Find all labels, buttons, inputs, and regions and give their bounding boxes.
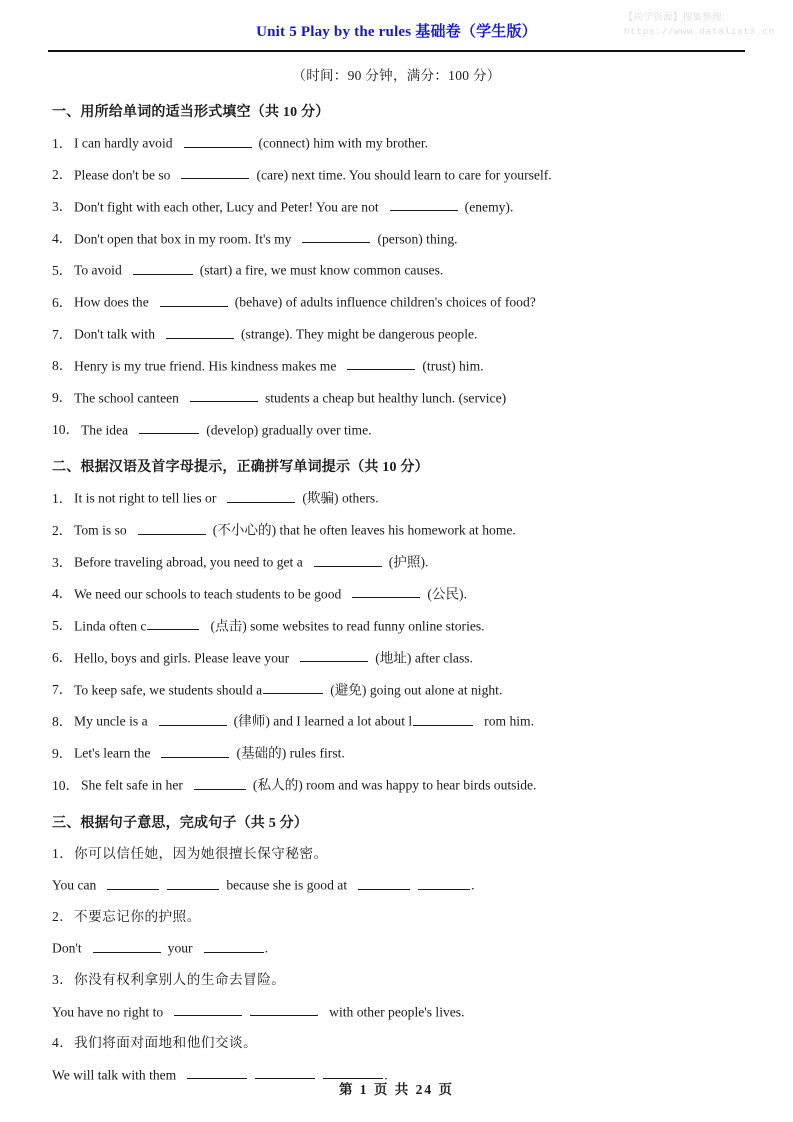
question-text-post: (基础的) rules first. bbox=[236, 745, 345, 761]
answer-blank[interactable] bbox=[107, 876, 159, 890]
question-number: 9． bbox=[52, 390, 73, 406]
answer-blank[interactable] bbox=[93, 939, 161, 953]
question-item bbox=[52, 261, 745, 280]
answer-text-post: . bbox=[384, 1067, 388, 1083]
question-number: 6． bbox=[52, 650, 73, 666]
page-footer: 第 1 页 共 24 页 bbox=[338, 1082, 455, 1097]
translation-chinese: 不要忘记你的护照。 bbox=[74, 909, 201, 925]
question-item bbox=[52, 744, 745, 763]
question-number: 5． bbox=[52, 262, 73, 278]
answer-text-mid: because she is good at bbox=[226, 877, 348, 893]
question-item bbox=[52, 198, 745, 217]
question-text-pre: Please don't be so bbox=[74, 167, 171, 183]
question-text-pre: Let's learn the bbox=[74, 745, 151, 761]
question-item bbox=[52, 389, 745, 408]
question-text-post: (护照). bbox=[388, 554, 429, 570]
question-text-post: (start) a fire, we must know common causes. bbox=[199, 262, 444, 278]
question-text-pre: I can hardly avoid bbox=[74, 135, 173, 151]
answer-blank[interactable] bbox=[263, 681, 323, 695]
question-item bbox=[52, 357, 745, 376]
answer-blank[interactable] bbox=[358, 876, 410, 890]
question-text-pre: We need our schools to teach students to be good bbox=[74, 586, 342, 602]
question-item bbox=[52, 230, 745, 249]
question-text-post: (地址) after class. bbox=[375, 650, 473, 666]
answer-blank[interactable] bbox=[352, 585, 420, 599]
question-text-post: (connect) him with my brother. bbox=[258, 135, 429, 151]
translation-chinese: 我们将面对面地和他们交谈。 bbox=[74, 1035, 258, 1051]
translation-chinese: 你可以信任她，因为她很擅长保守秘密。 bbox=[74, 845, 328, 861]
question-item bbox=[52, 681, 745, 700]
answer-blank[interactable] bbox=[133, 261, 193, 275]
answer-blank[interactable] bbox=[390, 198, 458, 212]
question-text-pre: My uncle is a bbox=[74, 713, 148, 729]
question-number: 2． bbox=[52, 522, 73, 538]
watermark bbox=[624, 11, 775, 39]
question-number: 2． bbox=[52, 909, 74, 925]
question-number: 3． bbox=[52, 972, 74, 988]
question-text-post: (care) next time. You should learn to care for yourself. bbox=[256, 167, 552, 183]
question-item bbox=[52, 617, 745, 636]
question-number: 10． bbox=[52, 777, 80, 793]
question-number: 1． bbox=[52, 490, 73, 506]
question-text-pre: It is not right to tell lies or bbox=[74, 490, 217, 506]
question-item bbox=[52, 649, 745, 668]
question-item bbox=[52, 585, 745, 604]
answer-blank[interactable] bbox=[300, 649, 368, 663]
question-item bbox=[52, 325, 745, 344]
answer-blank[interactable] bbox=[413, 712, 473, 726]
question-item bbox=[52, 712, 745, 731]
exam-meta: （时间：90 分钟，满分：100 分） bbox=[292, 68, 501, 83]
question-number: 4． bbox=[52, 231, 73, 247]
question-number: 6． bbox=[52, 294, 73, 310]
question-text-pre: Don't open that box in my room. It's my bbox=[74, 231, 292, 247]
answer-blank[interactable] bbox=[181, 166, 249, 180]
question-item bbox=[52, 489, 745, 508]
question-text-post: (strange). They might be dangerous people. bbox=[241, 326, 478, 342]
question-number: 1． bbox=[52, 135, 73, 151]
section-heading-2: 二、根据汉语及首字母提示，正确拼写单词提示（共 10 分） bbox=[52, 460, 429, 476]
answer-blank[interactable] bbox=[184, 134, 252, 148]
question-text-pre: Don't fight with each other, Lucy and Peter! You are not bbox=[74, 199, 379, 215]
translation-prompt bbox=[52, 1034, 745, 1052]
question-number: 8． bbox=[52, 358, 73, 374]
title-divider bbox=[48, 50, 745, 52]
translation-prompt bbox=[52, 971, 745, 989]
answer-text-pre: You have no right to bbox=[52, 1004, 164, 1020]
question-number: 5． bbox=[52, 618, 73, 634]
question-number: 1． bbox=[52, 845, 74, 861]
question-item bbox=[52, 166, 745, 185]
page-title: Unit 5 Play by the rules 基础卷（学生版） bbox=[256, 24, 537, 40]
translation-prompt bbox=[52, 845, 745, 863]
question-text-pre: To keep safe, we students should a bbox=[74, 682, 263, 697]
exam-content bbox=[52, 101, 745, 1085]
question-number: 10． bbox=[52, 422, 80, 438]
question-text-post: (欺骗) others. bbox=[302, 490, 379, 506]
answer-blank[interactable] bbox=[160, 293, 228, 307]
answer-blank[interactable] bbox=[161, 744, 229, 758]
answer-blank[interactable] bbox=[139, 421, 199, 435]
answer-blank[interactable] bbox=[418, 876, 470, 890]
question-text-pre: She felt safe in her bbox=[81, 777, 183, 793]
answer-blank[interactable] bbox=[167, 876, 219, 890]
translation-chinese: 你没有权利拿别人的生命去冒险。 bbox=[74, 972, 286, 988]
answer-blank[interactable] bbox=[138, 521, 206, 535]
answer-text-post: . bbox=[471, 877, 475, 893]
question-item bbox=[52, 293, 745, 312]
question-number: 7． bbox=[52, 682, 73, 697]
answer-blank[interactable] bbox=[166, 325, 234, 339]
answer-text-pre: Don't bbox=[52, 940, 82, 956]
answer-blank[interactable] bbox=[347, 357, 415, 371]
answer-text-mid: with other people's lives. bbox=[329, 1004, 465, 1020]
question-number: 3． bbox=[52, 199, 73, 215]
answer-text-pre: You can bbox=[52, 877, 97, 893]
question-text-pre: Linda often c bbox=[74, 618, 147, 634]
translation-answer-line bbox=[52, 939, 745, 958]
question-text-post: (私人的) room and was happy to hear birds outside. bbox=[252, 777, 537, 793]
answer-blank[interactable] bbox=[227, 489, 295, 503]
question-number: 8． bbox=[52, 713, 73, 729]
question-text-post: (不小心的) that he often leaves his homework at home. bbox=[212, 522, 516, 538]
watermark-url: https://www.datalists.cn bbox=[623, 25, 775, 37]
question-number: 7． bbox=[52, 326, 73, 342]
question-text-post: (develop) gradually over time. bbox=[206, 422, 372, 438]
answer-text-mid: your bbox=[167, 940, 193, 956]
question-text-pre: The idea bbox=[81, 422, 129, 438]
question-text-mid: (律师) and I learned a lot about l bbox=[233, 713, 413, 729]
question-number: 4． bbox=[52, 1035, 74, 1051]
answer-blank[interactable] bbox=[314, 553, 382, 567]
question-text-post: students a cheap but healthy lunch. (service) bbox=[264, 390, 507, 406]
watermark-source-label: 【尚学资源】搜集整理: bbox=[623, 12, 725, 23]
answer-blank[interactable] bbox=[302, 230, 370, 244]
question-text-post: (公民). bbox=[427, 586, 467, 602]
answer-blank[interactable] bbox=[159, 712, 227, 726]
question-text-post: (person) thing. bbox=[377, 231, 458, 247]
question-number: 2． bbox=[52, 167, 73, 183]
question-item bbox=[52, 553, 745, 572]
question-number: 4． bbox=[52, 586, 73, 602]
question-text-pre: Hello, boys and girls. Please leave your bbox=[74, 650, 290, 666]
question-text-post: (trust) him. bbox=[422, 358, 484, 374]
question-item bbox=[52, 521, 745, 540]
question-number: 3． bbox=[52, 554, 73, 570]
answer-blank[interactable] bbox=[250, 1003, 318, 1017]
answer-text-post: . bbox=[264, 940, 268, 956]
question-text-post: (避免) going out alone at night. bbox=[330, 682, 503, 697]
translation-answer-line bbox=[52, 1003, 745, 1022]
question-text-post: (enemy). bbox=[464, 199, 514, 215]
question-item bbox=[52, 421, 745, 440]
question-text-pre: Don't talk with bbox=[74, 326, 155, 342]
answer-text-pre: We will talk with them bbox=[52, 1067, 177, 1083]
section-heading-1: 一、用所给单词的适当形式填空（共 10 分） bbox=[52, 105, 330, 120]
answer-blank[interactable] bbox=[147, 617, 199, 631]
answer-blank[interactable] bbox=[174, 1003, 242, 1017]
translation-prompt bbox=[52, 908, 745, 926]
question-text-pre: To avoid bbox=[74, 262, 122, 278]
question-text-pre: Henry is my true friend. His kindness makes me bbox=[74, 358, 337, 374]
translation-answer-line bbox=[52, 876, 745, 895]
answer-blank[interactable] bbox=[204, 939, 264, 953]
question-text-pre: The school canteen bbox=[74, 390, 179, 406]
question-item bbox=[52, 134, 745, 153]
section-heading-3: 三、根据句子意思，完成句子（共 5 分） bbox=[52, 815, 308, 831]
question-text-post: (behave) of adults influence children's choices of food? bbox=[234, 294, 536, 310]
question-text-pre: Tom is so bbox=[74, 522, 127, 538]
question-text-pre: How does the bbox=[74, 294, 149, 310]
question-text-post: (点击) some websites to read funny online stories. bbox=[210, 618, 485, 634]
question-text-pre: Before traveling abroad, you need to get a bbox=[74, 554, 303, 570]
question-text-post: rom him. bbox=[484, 713, 535, 729]
answer-blank[interactable] bbox=[190, 389, 258, 403]
question-number: 9． bbox=[52, 745, 73, 761]
answer-blank[interactable] bbox=[194, 776, 246, 790]
question-item bbox=[52, 776, 745, 795]
